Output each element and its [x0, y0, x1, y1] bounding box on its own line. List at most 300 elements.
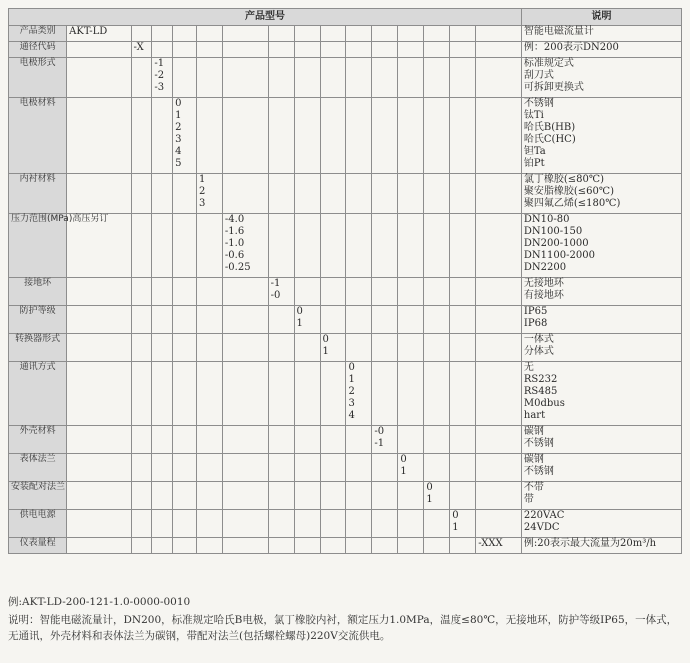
empty-cell — [424, 426, 450, 454]
code-value: 0 — [452, 510, 459, 521]
empty-cell — [372, 334, 398, 362]
empty-cell — [67, 482, 131, 510]
description-line: 钛Ti — [523, 110, 544, 121]
code-value: -X — [133, 42, 144, 53]
description-cell — [521, 306, 681, 334]
empty-cell — [398, 482, 424, 510]
code-value: -1.0 — [224, 238, 245, 249]
code-value: 0 — [426, 482, 433, 493]
empty-cell — [398, 426, 424, 454]
row-label: 电极形式 — [9, 58, 67, 98]
code-value: 0 — [175, 98, 182, 109]
empty-cell — [346, 278, 372, 306]
empty-cell — [268, 362, 294, 426]
empty-cell — [131, 26, 152, 42]
row-label: 内衬材料 — [9, 174, 67, 214]
code-cell — [173, 98, 197, 174]
empty-cell — [346, 42, 372, 58]
empty-cell — [196, 482, 222, 510]
empty-cell — [268, 538, 294, 554]
empty-cell — [450, 334, 476, 362]
empty-cell — [398, 334, 424, 362]
code-value: 1 — [400, 466, 407, 477]
spec-row — [9, 334, 682, 362]
empty-cell — [67, 42, 131, 58]
empty-cell — [476, 454, 522, 482]
empty-cell — [67, 538, 131, 554]
spec-row — [9, 42, 682, 58]
table-header-row — [9, 9, 682, 26]
empty-cell — [450, 538, 476, 554]
empty-cell — [196, 362, 222, 426]
empty-cell — [222, 362, 268, 426]
empty-cell — [294, 482, 320, 510]
code-value: -2 — [154, 70, 165, 81]
code-value: -0 — [374, 426, 385, 437]
empty-cell — [152, 26, 173, 42]
code-value: 4 — [175, 146, 182, 157]
empty-cell — [294, 362, 320, 426]
empty-cell — [424, 98, 450, 174]
empty-cell — [424, 278, 450, 306]
empty-cell — [476, 334, 522, 362]
empty-cell — [320, 58, 346, 98]
description-line: 氯丁橡胶(≤80℃) — [523, 174, 604, 185]
empty-cell — [196, 334, 222, 362]
empty-cell — [450, 58, 476, 98]
empty-cell — [320, 26, 346, 42]
empty-cell — [152, 334, 173, 362]
spec-row — [9, 426, 682, 454]
empty-cell — [294, 42, 320, 58]
description-line: 24VDC — [523, 522, 560, 533]
code-cell — [196, 174, 222, 214]
description-line: 例:20表示最大流量为20m³/h — [523, 538, 657, 549]
empty-cell — [450, 362, 476, 426]
empty-cell — [268, 454, 294, 482]
description-cell — [521, 454, 681, 482]
empty-cell — [196, 42, 222, 58]
code-cell — [268, 278, 294, 306]
row-label: 接地环 — [9, 278, 67, 306]
row-label: 通讯方式 — [9, 362, 67, 426]
code-cell — [152, 58, 173, 98]
empty-cell — [131, 454, 152, 482]
empty-cell — [222, 510, 268, 538]
description-cell — [521, 538, 681, 554]
empty-cell — [450, 214, 476, 278]
empty-cell — [222, 482, 268, 510]
description-cell — [521, 58, 681, 98]
empty-cell — [294, 334, 320, 362]
empty-cell — [196, 214, 222, 278]
empty-cell — [476, 362, 522, 426]
empty-cell — [173, 42, 197, 58]
empty-cell — [346, 334, 372, 362]
empty-cell — [67, 278, 131, 306]
empty-cell — [131, 426, 152, 454]
empty-cell — [222, 98, 268, 174]
empty-cell — [173, 362, 197, 426]
empty-cell — [268, 510, 294, 538]
empty-cell — [346, 538, 372, 554]
empty-cell — [294, 454, 320, 482]
row-label: 防护等级 — [9, 306, 67, 334]
model-number-header: 产品型号 — [9, 9, 522, 26]
description-line: 碳钢 — [523, 426, 544, 437]
empty-cell — [294, 98, 320, 174]
empty-cell — [152, 98, 173, 174]
description-line: 碳钢 — [523, 454, 544, 465]
empty-cell — [476, 26, 522, 42]
empty-cell — [152, 482, 173, 510]
empty-cell — [424, 214, 450, 278]
empty-cell — [67, 510, 131, 538]
description-line: 无 — [523, 362, 534, 373]
empty-cell — [152, 362, 173, 426]
empty-cell — [173, 538, 197, 554]
empty-cell — [320, 214, 346, 278]
empty-cell — [320, 454, 346, 482]
description-line: DN2200 — [523, 262, 567, 273]
description-line: 智能电磁流量计 — [523, 26, 594, 37]
empty-cell — [131, 214, 152, 278]
spec-row — [9, 98, 682, 174]
empty-cell — [152, 214, 173, 278]
code-value: 2 — [348, 386, 355, 397]
code-cell — [222, 214, 268, 278]
description-line: 刮刀式 — [523, 70, 554, 81]
code-cell — [424, 482, 450, 510]
empty-cell — [268, 214, 294, 278]
empty-cell — [450, 98, 476, 174]
code-cell — [398, 454, 424, 482]
empty-cell — [398, 42, 424, 58]
description-line: 聚四氟乙烯(≤180℃) — [523, 198, 621, 209]
empty-cell — [398, 306, 424, 334]
spec-row — [9, 454, 682, 482]
code-value: -0 — [270, 290, 281, 301]
code-cell — [450, 510, 476, 538]
empty-cell — [196, 426, 222, 454]
description-line: DN1100-2000 — [523, 250, 595, 261]
code-value: 5 — [175, 158, 182, 169]
empty-cell — [346, 98, 372, 174]
empty-cell — [67, 362, 131, 426]
empty-cell — [476, 426, 522, 454]
description-header: 说明 — [521, 9, 681, 26]
empty-cell — [450, 278, 476, 306]
empty-cell — [398, 510, 424, 538]
empty-cell — [152, 42, 173, 58]
empty-cell — [294, 58, 320, 98]
code-value: -XXX — [478, 538, 503, 549]
empty-cell — [476, 510, 522, 538]
row-label: 转换器形式 — [9, 334, 67, 362]
empty-cell — [131, 538, 152, 554]
description-line: IP65 — [523, 306, 548, 317]
empty-cell — [152, 306, 173, 334]
description-cell — [521, 26, 681, 42]
code-value: 1 — [296, 318, 303, 329]
description-line: 例：200表示DN200 — [523, 42, 619, 53]
empty-cell — [476, 98, 522, 174]
empty-cell — [196, 98, 222, 174]
empty-cell — [398, 58, 424, 98]
empty-cell — [476, 482, 522, 510]
empty-cell — [476, 278, 522, 306]
empty-cell — [222, 454, 268, 482]
empty-cell — [294, 174, 320, 214]
empty-cell — [372, 26, 398, 42]
code-value: 2 — [175, 122, 182, 133]
spec-row — [9, 278, 682, 306]
code-value: 3 — [198, 198, 206, 209]
code-cell — [320, 334, 346, 362]
code-cell — [372, 426, 398, 454]
empty-cell — [196, 26, 222, 42]
empty-cell — [450, 174, 476, 214]
row-label: 外壳材料 — [9, 426, 67, 454]
empty-cell — [196, 278, 222, 306]
description-line: 分体式 — [523, 346, 554, 357]
description-line: IP68 — [523, 318, 548, 329]
empty-cell — [372, 174, 398, 214]
empty-cell — [222, 26, 268, 42]
empty-cell — [320, 98, 346, 174]
description-cell — [521, 362, 681, 426]
empty-cell — [152, 454, 173, 482]
empty-cell — [173, 26, 197, 42]
empty-cell — [67, 58, 131, 98]
empty-cell — [268, 42, 294, 58]
empty-cell — [294, 214, 320, 278]
empty-cell — [398, 214, 424, 278]
empty-cell — [173, 58, 197, 98]
empty-cell — [398, 278, 424, 306]
empty-cell — [268, 482, 294, 510]
empty-cell — [294, 426, 320, 454]
empty-cell — [196, 538, 222, 554]
empty-cell — [222, 426, 268, 454]
empty-cell — [424, 362, 450, 426]
empty-cell — [372, 214, 398, 278]
description-cell — [521, 510, 681, 538]
spec-row — [9, 58, 682, 98]
code-value: 0 — [348, 362, 355, 373]
empty-cell — [424, 454, 450, 482]
empty-cell — [196, 454, 222, 482]
empty-cell — [450, 306, 476, 334]
empty-cell — [173, 214, 197, 278]
code-value: -1 — [154, 58, 165, 69]
description-line: 钽Ta — [523, 146, 546, 157]
description-line: DN100-150 — [523, 226, 583, 237]
example-code: 例:AKT-LD-200-121-1.0-0000-0010 — [8, 596, 191, 608]
model-selection-table — [8, 8, 682, 554]
spec-row — [9, 306, 682, 334]
empty-cell — [173, 454, 197, 482]
empty-cell — [222, 58, 268, 98]
description-cell — [521, 214, 681, 278]
empty-cell — [424, 174, 450, 214]
row-label: 安装配对法兰 — [9, 482, 67, 510]
spec-row — [9, 510, 682, 538]
row-label: 仪表量程 — [9, 538, 67, 554]
code-value: 0 — [322, 334, 329, 345]
row-label: 产品类别 — [9, 26, 67, 42]
spec-row — [9, 538, 682, 554]
empty-cell — [476, 214, 522, 278]
description-cell — [521, 426, 681, 454]
description-cell — [521, 42, 681, 58]
empty-cell — [398, 362, 424, 426]
empty-cell — [346, 306, 372, 334]
empty-cell — [320, 482, 346, 510]
empty-cell — [131, 362, 152, 426]
description-line: 铂Pt — [523, 158, 545, 169]
empty-cell — [450, 482, 476, 510]
code-value: -3 — [154, 82, 165, 93]
code-value: AKT-LD — [69, 26, 108, 37]
description-cell — [521, 278, 681, 306]
description-cell — [521, 334, 681, 362]
empty-cell — [372, 306, 398, 334]
empty-cell — [294, 278, 320, 306]
code-value: 4 — [348, 410, 355, 421]
empty-cell — [346, 174, 372, 214]
empty-cell — [268, 306, 294, 334]
description-line: 无接地环 — [523, 278, 564, 289]
description-line: RS485 — [523, 386, 558, 397]
code-value: 1 — [322, 346, 329, 357]
code-cell — [346, 362, 372, 426]
empty-cell — [131, 306, 152, 334]
empty-cell — [398, 26, 424, 42]
empty-cell — [268, 58, 294, 98]
row-label: 压力范围(MPa)高压另订 — [9, 214, 67, 278]
empty-cell — [476, 42, 522, 58]
empty-cell — [222, 42, 268, 58]
code-cell — [131, 42, 152, 58]
empty-cell — [372, 278, 398, 306]
empty-cell — [476, 174, 522, 214]
empty-cell — [398, 174, 424, 214]
empty-cell — [424, 58, 450, 98]
empty-cell — [294, 26, 320, 42]
spec-row — [9, 362, 682, 426]
empty-cell — [372, 454, 398, 482]
description-line: 220VAC — [523, 510, 565, 521]
empty-cell — [424, 334, 450, 362]
empty-cell — [450, 26, 476, 42]
empty-cell — [67, 334, 131, 362]
empty-cell — [450, 454, 476, 482]
empty-cell — [320, 538, 346, 554]
empty-cell — [372, 98, 398, 174]
empty-cell — [476, 58, 522, 98]
code-value: 3 — [175, 134, 182, 145]
empty-cell — [346, 426, 372, 454]
empty-cell — [424, 510, 450, 538]
row-label: 通径代码 — [9, 42, 67, 58]
empty-cell — [152, 426, 173, 454]
empty-cell — [346, 454, 372, 482]
code-value: 3 — [348, 398, 355, 409]
empty-cell — [67, 174, 131, 214]
description-cell — [521, 174, 681, 214]
description-line: 可拆卸更换式 — [523, 82, 584, 93]
row-label: 供电电源 — [9, 510, 67, 538]
empty-cell — [320, 174, 346, 214]
empty-cell — [424, 26, 450, 42]
empty-cell — [268, 98, 294, 174]
description-line: 一体式 — [523, 334, 554, 345]
code-value: 1 — [198, 174, 206, 185]
empty-cell — [67, 454, 131, 482]
empty-cell — [173, 426, 197, 454]
code-value: -0.6 — [224, 250, 245, 261]
description-line: 不锈钢 — [523, 438, 554, 449]
empty-cell — [173, 174, 197, 214]
empty-cell — [372, 58, 398, 98]
empty-cell — [173, 334, 197, 362]
description-line: 哈氏C(HC) — [523, 134, 576, 145]
code-cell — [294, 306, 320, 334]
code-value: -0.25 — [224, 262, 251, 273]
description-line: 不锈钢 — [523, 98, 554, 109]
empty-cell — [294, 510, 320, 538]
empty-cell — [173, 482, 197, 510]
code-value: 1 — [452, 522, 459, 533]
empty-cell — [131, 58, 152, 98]
empty-cell — [173, 510, 197, 538]
empty-cell — [346, 26, 372, 42]
empty-cell — [152, 510, 173, 538]
empty-cell — [131, 278, 152, 306]
empty-cell — [450, 42, 476, 58]
empty-cell — [450, 426, 476, 454]
empty-cell — [294, 538, 320, 554]
code-value: 1 — [426, 494, 433, 505]
code-value: 1 — [175, 110, 182, 121]
empty-cell — [131, 334, 152, 362]
empty-cell — [346, 58, 372, 98]
empty-cell — [222, 306, 268, 334]
empty-cell — [268, 174, 294, 214]
description-line: M0dbus — [523, 398, 565, 409]
row-label: 表体法兰 — [9, 454, 67, 482]
empty-cell — [398, 98, 424, 174]
row-label: 电极材料 — [9, 98, 67, 174]
code-value: -4.0 — [224, 214, 245, 225]
empty-cell — [320, 426, 346, 454]
code-value: 1 — [348, 374, 355, 385]
code-value: 0 — [296, 306, 303, 317]
description-line: 哈氏B(HB) — [523, 122, 576, 133]
empty-cell — [372, 42, 398, 58]
code-value: 2 — [198, 186, 206, 197]
description-cell — [521, 482, 681, 510]
empty-cell — [320, 510, 346, 538]
empty-cell — [173, 278, 197, 306]
example-explanation: 说明：智能电磁流量计，DN200，标准规定哈氏B电极，氯丁橡胶内衬，额定压力1.0MPa，温度≤80℃，无接地环，防护等级IP65，一体式，无通讯，外壳材料和表体法兰为碳钢，带配对法兰(包括螺栓螺母)220V交流供电。 — [8, 614, 678, 642]
empty-cell — [268, 334, 294, 362]
empty-cell — [173, 306, 197, 334]
empty-cell — [372, 482, 398, 510]
description-line: hart — [523, 410, 546, 421]
empty-cell — [152, 538, 173, 554]
